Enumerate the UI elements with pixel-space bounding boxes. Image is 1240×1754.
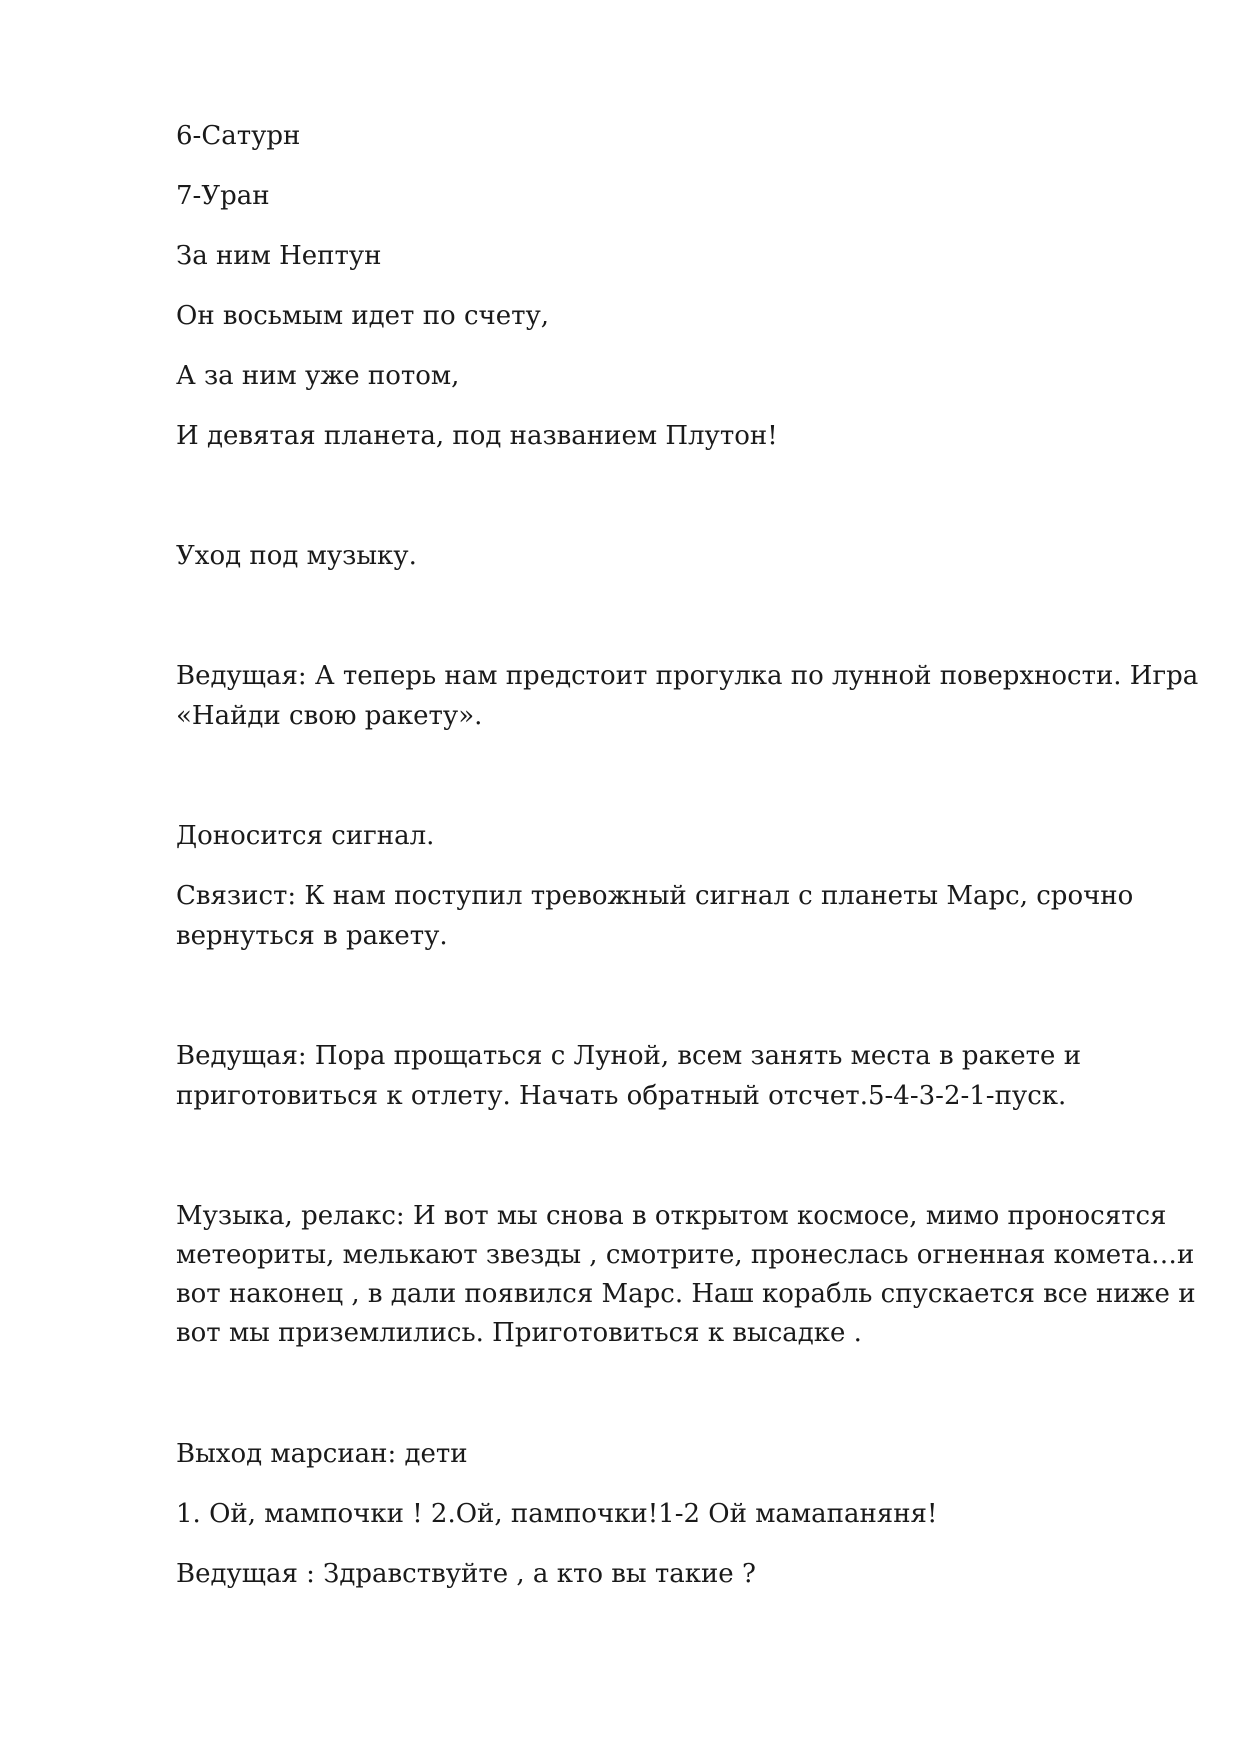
text-line: «Найди свою ракету». xyxy=(176,701,483,731)
text-line: вернуться в ракету. xyxy=(176,921,448,951)
text-line: А за ним уже потом, xyxy=(176,361,460,391)
text-line: Музыка, релакс: И вот мы снова в открытом космосе, мимо проносятся xyxy=(176,1201,1167,1231)
text-line: 1. Ой, мампочки ! 2.Ой, пампочки!1-2 Ой мамапаняня! xyxy=(176,1499,938,1529)
text-line: приготовиться к отлету. Начать обратный отсчет.5-4-3-2-1-пуск. xyxy=(176,1081,1067,1111)
text-line: метеориты, мелькают звезды , смотрите, пронеслась огненная комета…и xyxy=(176,1240,1195,1270)
text-line: вот мы приземлились. Приготовиться к высадке . xyxy=(176,1318,862,1348)
text-line: За ним Нептун xyxy=(176,241,382,271)
text-line: Ведущая : Здравствуйте , а кто вы такие ? xyxy=(176,1559,756,1589)
text-line: 6-Сатурн xyxy=(176,121,301,151)
text-line: Уход под музыку. xyxy=(176,541,417,571)
text-line: вот наконец , в дали появился Марс. Наш корабль спускается все ниже и xyxy=(176,1279,1196,1309)
text-line: Доносится сигнал. xyxy=(176,821,435,851)
text-line: 7-Уран xyxy=(176,181,270,211)
text-line: Ведущая: Пора прощаться с Луной, всем занять места в ракете и xyxy=(176,1041,1082,1071)
text-line: Он восьмым идет по счету, xyxy=(176,301,550,331)
text-line: Связист: К нам поступил тревожный сигнал с планеты Марс, срочно xyxy=(176,881,1134,911)
text-line: Выход марсиан: дети xyxy=(176,1439,468,1469)
text-line: Ведущая: А теперь нам предстоит прогулка по лунной поверхности. Игра xyxy=(176,661,1199,691)
text-line: И девятая планета, под названием Плутон! xyxy=(176,421,778,451)
